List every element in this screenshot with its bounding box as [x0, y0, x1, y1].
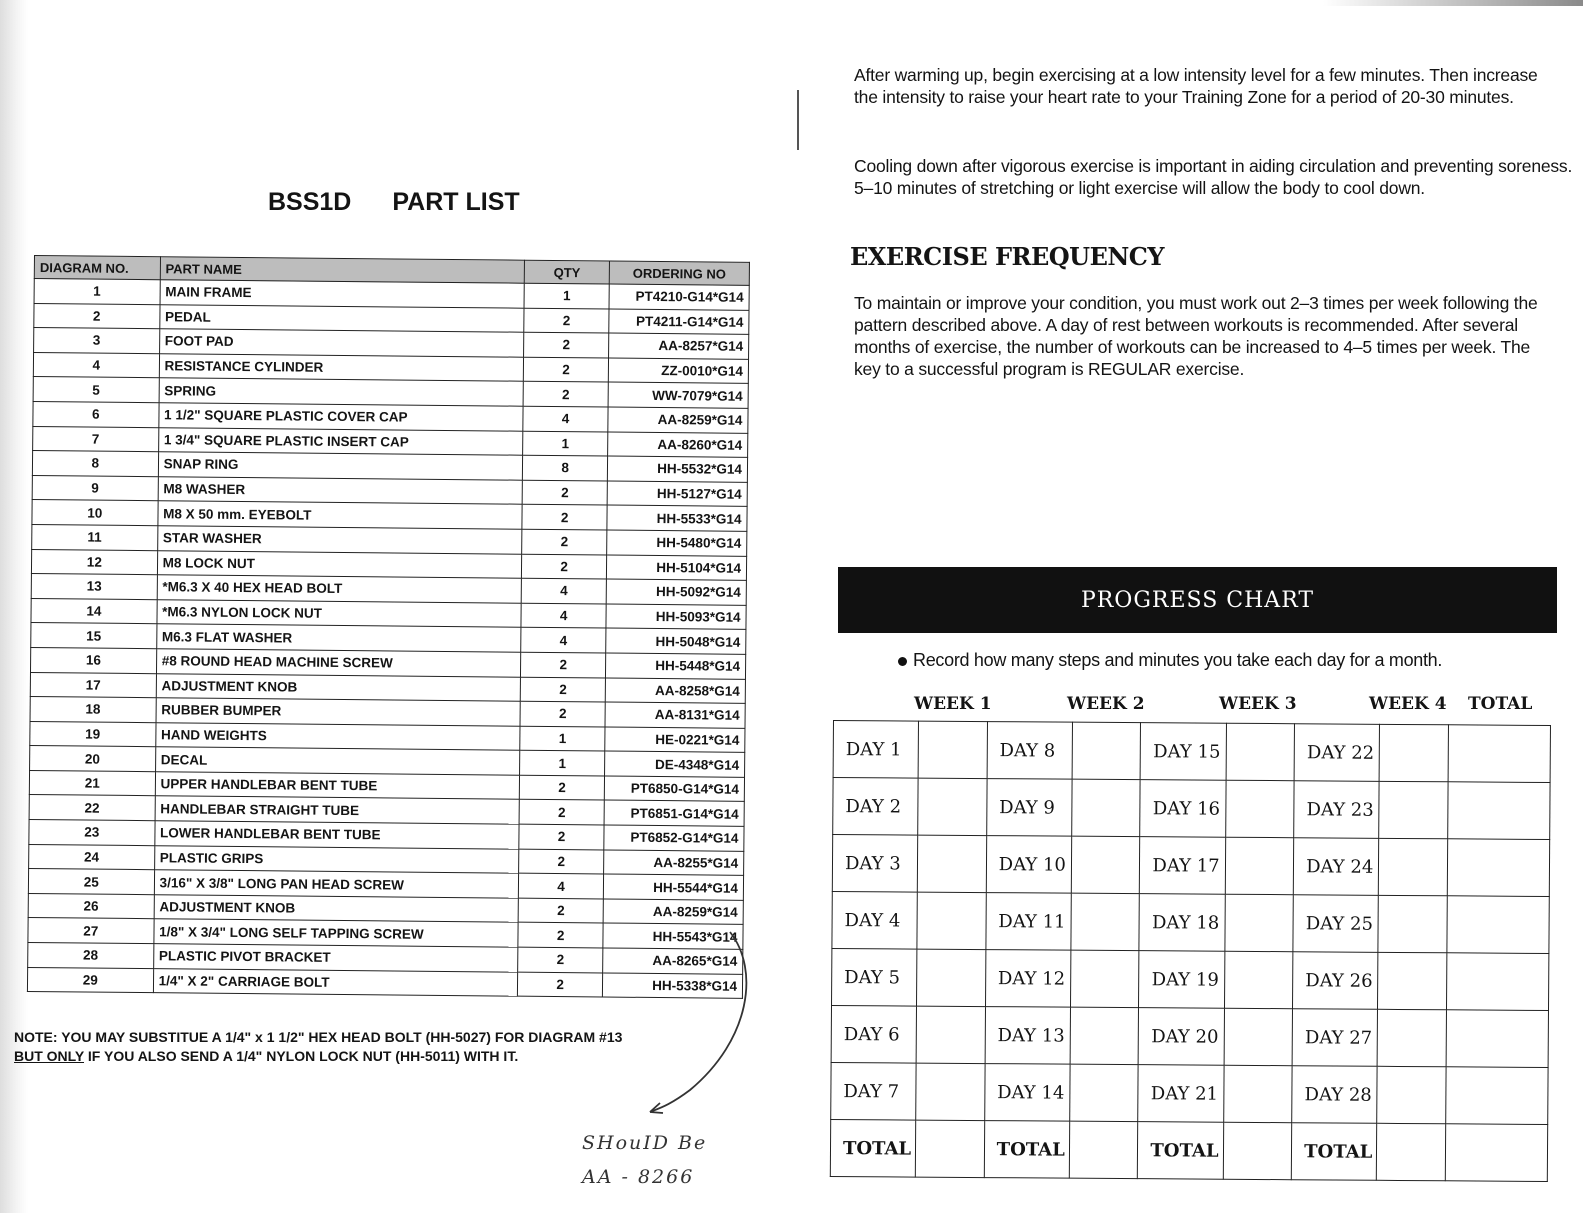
part-name-cell: SPRING	[159, 378, 524, 406]
entry-cell[interactable]	[1070, 1064, 1139, 1121]
qty-cell: 2	[522, 554, 607, 579]
day-label: DAY 1	[833, 721, 919, 779]
part-name-cell: LOWER HANDLEBAR BENT TUBE	[154, 821, 519, 849]
day-label: DAY 18	[1139, 894, 1225, 952]
table-row	[833, 721, 1550, 783]
part-name-cell: *M6.3 NYLON LOCK NUT	[157, 599, 522, 627]
entry-cell[interactable]	[1378, 1009, 1447, 1066]
day-label: DAY 24	[1293, 838, 1379, 896]
diagram-no-cell: 14	[31, 598, 157, 624]
day-label: DAY 21	[1138, 1065, 1224, 1123]
entry-cell[interactable]	[1223, 1065, 1292, 1122]
ordering-no-cell: ZZ-0010*G14	[608, 358, 748, 384]
ordering-no-cell: AA-8131*G14	[605, 702, 745, 728]
diagram-no-cell: 19	[30, 721, 156, 747]
parts-list-title	[268, 188, 520, 217]
day-label: DAY 23	[1294, 781, 1380, 839]
diagram-no-cell: 26	[28, 893, 154, 919]
diagram-no-cell: 11	[32, 524, 158, 550]
frequency-paragraph: To maintain or improve your condition, you must work out 2–3 times per week following the pattern described above. A day of rest between workouts is recommended. After several months of exercise, the number of workouts can be increased to 4–5 times per week. The key to a successful program is REGULAR exercise.	[854, 293, 1538, 379]
progress-table-body	[830, 721, 1550, 1182]
table-row	[831, 1005, 1548, 1067]
entry-cell[interactable]	[1378, 952, 1447, 1009]
diagram-no-cell: 15	[31, 623, 157, 649]
instruction-text: Record how many steps and minutes you take each day for a month.	[913, 650, 1443, 670]
diagram-no-cell: 4	[33, 352, 159, 378]
qty-cell: 1	[523, 431, 608, 456]
table-row	[831, 1062, 1548, 1124]
diagram-no-cell: 22	[29, 795, 155, 821]
qty-cell: 2	[518, 947, 603, 972]
part-name-cell: PLASTIC PIVOT BRACKET	[153, 944, 518, 972]
entry-cell[interactable]	[1226, 723, 1295, 780]
part-name-cell: M6.3 FLAT WASHER	[156, 624, 521, 652]
row-total-cell[interactable]	[1445, 1124, 1548, 1182]
ordering-no-cell: WW-7079*G14	[608, 382, 748, 408]
row-total-cell[interactable]	[1447, 896, 1550, 954]
part-name-cell: 1 3/4" SQUARE PLASTIC INSERT CAP	[158, 427, 523, 455]
day-label: DAY 13	[985, 1007, 1071, 1065]
entry-cell[interactable]	[1377, 1066, 1446, 1123]
week-total-label: TOTAL	[830, 1119, 916, 1177]
table-row	[833, 778, 1550, 840]
handwritten-line-1: SHouID Be	[582, 1132, 708, 1154]
qty-cell: 8	[523, 455, 608, 480]
parts-list-page	[0, 0, 790, 1213]
entry-cell[interactable]	[917, 892, 986, 949]
ordering-no-cell: AA-8258*G14	[605, 678, 745, 704]
week-3-header: WEEK 3	[1219, 694, 1297, 714]
diagram-no-cell: 2	[34, 303, 160, 329]
ordering-no-cell: HH-5104*G14	[606, 555, 746, 581]
ordering-no-cell: PT4210-G14*G14	[609, 284, 749, 310]
entry-cell[interactable]	[1380, 724, 1449, 781]
diagram-no-cell: 12	[31, 549, 157, 575]
ordering-no-cell: HH-5448*G14	[606, 653, 746, 679]
day-label: DAY 12	[985, 950, 1071, 1008]
diagram-no-cell: 27	[28, 918, 154, 944]
row-total-cell[interactable]	[1446, 1067, 1549, 1125]
qty-cell: 4	[521, 603, 606, 628]
day-label: DAY 5	[832, 948, 918, 1006]
ordering-no-cell: HH-5480*G14	[607, 530, 747, 556]
qty-cell: 2	[521, 677, 606, 702]
parts-table-body	[27, 279, 749, 999]
qty-cell: 2	[524, 308, 609, 333]
exercise-frequency-heading: EXERCISE FREQUENCY	[850, 242, 1165, 271]
week-4-header: WEEK 4	[1369, 694, 1447, 714]
entry-cell[interactable]	[1225, 837, 1294, 894]
row-total-cell[interactable]	[1446, 1010, 1549, 1068]
progress-chart-title: PROGRESS CHART	[1080, 587, 1315, 613]
part-name-cell: MAIN FRAME	[160, 280, 525, 308]
entry-cell[interactable]	[1377, 1123, 1446, 1180]
ordering-no-cell: HH-5544*G14	[603, 874, 743, 900]
diagram-no-cell: 18	[30, 697, 156, 723]
warmup-paragraph: After warming up, begin exercising at a low intensity level for a few minutes. Then increase the intensity to raise your heart rate to your Training Zone for a period of 20-30 minutes.	[854, 65, 1538, 107]
note-line-1: NOTE: YOU MAY SUBSTITUE A 1/4" x 1 1/2" HEX HEAD BOLT (HH-5027) FOR DIAGRAM #13	[14, 1029, 623, 1045]
part-name-cell: PEDAL	[159, 304, 524, 332]
entry-cell[interactable]	[1378, 895, 1447, 952]
qty-cell: 2	[522, 505, 607, 530]
progress-instruction	[898, 650, 1442, 671]
table-row	[832, 835, 1549, 897]
week-total-label: TOTAL	[984, 1121, 1070, 1179]
entry-cell[interactable]	[916, 1063, 985, 1120]
ordering-no-cell: HE-0221*G14	[605, 727, 745, 753]
part-name-cell: RUBBER BUMPER	[156, 698, 521, 726]
part-name-cell: RESISTANCE CYLINDER	[159, 353, 524, 381]
note-rest: IF YOU ALSO SEND A 1/4" NYLON LOCK NUT (HH-5011) WITH IT.	[84, 1048, 519, 1064]
entry-cell[interactable]	[1225, 780, 1294, 837]
cooldown-paragraph: Cooling down after vigorous exercise is important in aiding circulation and preventing soreness. 5–10 minutes of stretching or light exercise will allow the body to cool down.	[854, 156, 1573, 198]
ordering-no-cell: HH-5127*G14	[607, 481, 747, 507]
day-label: DAY 25	[1293, 895, 1379, 953]
diagram-no-cell: 24	[29, 844, 155, 870]
table-row	[830, 1119, 1547, 1181]
qty-cell: 4	[519, 873, 604, 898]
diagram-no-cell: 25	[28, 869, 154, 895]
entry-cell[interactable]	[1071, 950, 1140, 1007]
qty-cell: 2	[518, 923, 603, 948]
exercise-page	[800, 0, 1583, 1213]
ordering-no-cell: PT6850-G14*G14	[604, 776, 744, 802]
ordering-no-cell: HH-5048*G14	[606, 628, 746, 654]
diagram-no-cell: 3	[34, 328, 160, 354]
ordering-no-cell: AA-8265*G14	[603, 948, 743, 974]
qty-cell: 2	[522, 480, 607, 505]
part-list-heading: PART LIST	[392, 188, 520, 216]
qty-cell: 2	[520, 701, 605, 726]
day-label: DAY 26	[1293, 952, 1379, 1010]
part-name-cell: 1 1/2" SQUARE PLASTIC COVER CAP	[158, 403, 523, 431]
part-name-cell: DECAL	[155, 747, 520, 775]
table-row	[832, 891, 1549, 953]
qty-cell: 2	[522, 529, 607, 554]
qty-cell: 2	[518, 972, 603, 997]
diagram-no-cell: 8	[32, 451, 158, 477]
part-name-cell: FOOT PAD	[159, 329, 524, 357]
page-fold	[797, 90, 799, 150]
model-code: BSS1D	[268, 188, 352, 216]
col-diagram-no: DIAGRAM NO.	[34, 256, 160, 280]
day-label: DAY 6	[831, 1005, 917, 1063]
part-name-cell: HANDLEBAR STRAIGHT TUBE	[155, 796, 520, 824]
day-label: DAY 11	[986, 893, 1072, 951]
diagram-no-cell: 16	[30, 647, 156, 673]
part-name-cell: *M6.3 X 40 HEX HEAD BOLT	[157, 575, 522, 603]
entry-cell[interactable]	[1072, 779, 1141, 836]
ordering-no-cell: HH-5533*G14	[607, 505, 747, 531]
entry-cell[interactable]	[1072, 722, 1141, 779]
day-label: DAY 8	[987, 722, 1073, 780]
qty-cell: 1	[520, 750, 605, 775]
col-part-name: PART NAME	[160, 257, 525, 283]
ordering-no-cell: DE-4348*G14	[605, 751, 745, 777]
ordering-no-cell: HH-5543*G14	[603, 923, 743, 949]
entry-cell[interactable]	[916, 1006, 985, 1063]
entry-cell[interactable]	[1224, 951, 1293, 1008]
ordering-no-cell: HH-5093*G14	[606, 604, 746, 630]
qty-cell: 4	[521, 578, 606, 603]
entry-cell[interactable]	[1379, 838, 1448, 895]
diagram-no-cell: 17	[30, 672, 156, 698]
diagram-no-cell: 9	[32, 475, 158, 501]
part-name-cell: ADJUSTMENT KNOB	[156, 673, 521, 701]
total-header: TOTAL	[1468, 694, 1533, 714]
row-total-cell[interactable]	[1448, 725, 1551, 783]
part-name-cell: UPPER HANDLEBAR BENT TUBE	[155, 772, 520, 800]
day-label: DAY 22	[1294, 724, 1380, 782]
diagram-no-cell: 13	[31, 574, 157, 600]
week-1-header: WEEK 1	[914, 694, 992, 714]
row-total-cell[interactable]	[1446, 953, 1549, 1011]
day-label: DAY 27	[1292, 1009, 1378, 1067]
day-label: DAY 7	[831, 1062, 917, 1120]
ordering-no-cell: PT6852-G14*G14	[604, 825, 744, 851]
qty-cell: 2	[523, 382, 608, 407]
diagram-no-cell: 5	[33, 377, 159, 403]
qty-cell: 1	[524, 283, 609, 308]
qty-cell: 2	[518, 898, 603, 923]
week-total-label: TOTAL	[1291, 1123, 1377, 1181]
handwritten-arrow	[620, 930, 760, 1130]
entry-cell[interactable]	[1071, 893, 1140, 950]
note-emphasis: BUT ONLY	[14, 1048, 85, 1064]
diagram-no-cell: 1	[34, 279, 160, 305]
ordering-no-cell: HH-5338*G14	[602, 973, 742, 999]
ordering-no-cell: PT4211-G14*G14	[609, 309, 749, 335]
col-qty: QTY	[525, 260, 610, 284]
part-name-cell: 1/4" X 2" CARRIAGE BOLT	[153, 968, 518, 996]
entry-cell[interactable]	[917, 949, 986, 1006]
progress-chart-banner	[838, 567, 1557, 633]
week-2-header: WEEK 2	[1067, 694, 1145, 714]
qty-cell: 2	[519, 824, 604, 849]
day-label: DAY 28	[1292, 1066, 1378, 1124]
part-name-cell: ADJUSTMENT KNOB	[154, 895, 519, 923]
qty-cell: 2	[519, 849, 604, 874]
ordering-no-cell: AA-8259*G14	[603, 899, 743, 925]
entry-cell[interactable]	[918, 835, 987, 892]
day-label: DAY 19	[1139, 951, 1225, 1009]
day-label: DAY 3	[832, 835, 918, 893]
diagram-no-cell: 23	[29, 820, 155, 846]
ordering-no-cell: AA-8260*G14	[608, 432, 748, 458]
day-label: DAY 10	[986, 836, 1072, 894]
row-total-cell[interactable]	[1447, 839, 1550, 897]
part-name-cell: STAR WASHER	[157, 526, 522, 554]
diagram-no-cell: 6	[33, 401, 159, 427]
diagram-no-cell: 21	[29, 770, 155, 796]
qty-cell: 2	[520, 775, 605, 800]
parts-table	[27, 255, 750, 999]
qty-cell: 2	[521, 652, 606, 677]
day-label: DAY 16	[1140, 780, 1226, 838]
diagram-no-cell: 28	[28, 943, 154, 969]
day-label: DAY 20	[1139, 1008, 1225, 1066]
entry-cell[interactable]	[1223, 1122, 1292, 1179]
ordering-no-cell: PT6851-G14*G14	[604, 800, 744, 826]
diagram-no-cell: 29	[27, 967, 153, 993]
entry-cell[interactable]	[916, 1120, 985, 1177]
entry-cell[interactable]	[1069, 1121, 1138, 1178]
part-name-cell: SNAP RING	[158, 452, 523, 480]
part-name-cell: PLASTIC GRIPS	[154, 845, 519, 873]
part-name-cell: 1/8" X 3/4" LONG SELF TAPPING SCREW	[154, 919, 519, 947]
entry-cell[interactable]	[918, 721, 987, 778]
day-label: DAY 15	[1141, 723, 1227, 781]
part-name-cell: HAND WEIGHTS	[155, 722, 520, 750]
qty-cell: 2	[519, 800, 604, 825]
handwritten-line-2: AA - 8266	[582, 1166, 695, 1188]
diagram-no-cell: 20	[30, 746, 156, 772]
day-label: DAY 9	[986, 779, 1072, 837]
part-name-cell: M8 X 50 mm. EYEBOLT	[158, 501, 523, 529]
ordering-no-cell: AA-8257*G14	[609, 333, 749, 359]
qty-cell: 2	[524, 357, 609, 382]
qty-cell: 4	[523, 406, 608, 431]
entry-cell[interactable]	[1224, 1008, 1293, 1065]
ordering-no-cell: AA-8259*G14	[608, 407, 748, 433]
ordering-no-cell: HH-5532*G14	[607, 456, 747, 482]
diagram-no-cell: 10	[32, 500, 158, 526]
qty-cell: 4	[521, 628, 606, 653]
table-row	[832, 948, 1549, 1010]
entry-cell[interactable]	[1071, 836, 1140, 893]
ordering-no-cell: HH-5092*G14	[606, 579, 746, 605]
part-name-cell: M8 LOCK NUT	[157, 550, 522, 578]
day-label: DAY 14	[984, 1064, 1070, 1122]
col-ordering-no: ORDERING NO	[609, 261, 749, 285]
qty-cell: 2	[524, 332, 609, 357]
entry-cell[interactable]	[1070, 1007, 1139, 1064]
bullet-icon	[898, 657, 907, 666]
progress-table	[830, 720, 1551, 1182]
part-name-cell: #8 ROUND HEAD MACHINE SCREW	[156, 649, 521, 677]
part-name-cell: M8 WASHER	[158, 476, 523, 504]
diagram-no-cell: 7	[33, 426, 159, 452]
row-total-cell[interactable]	[1448, 782, 1551, 840]
day-label: DAY 2	[833, 778, 919, 836]
entry-cell[interactable]	[1225, 894, 1294, 951]
part-name-cell: 3/16" X 3/8" LONG PAN HEAD SCREW	[154, 870, 519, 898]
ordering-no-cell: AA-8255*G14	[604, 850, 744, 876]
handwritten-correction	[582, 1126, 707, 1194]
day-label: DAY 17	[1140, 837, 1226, 895]
entry-cell[interactable]	[918, 778, 987, 835]
qty-cell: 1	[520, 726, 605, 751]
week-total-label: TOTAL	[1138, 1122, 1224, 1180]
day-label: DAY 4	[832, 891, 918, 949]
entry-cell[interactable]	[1379, 781, 1448, 838]
